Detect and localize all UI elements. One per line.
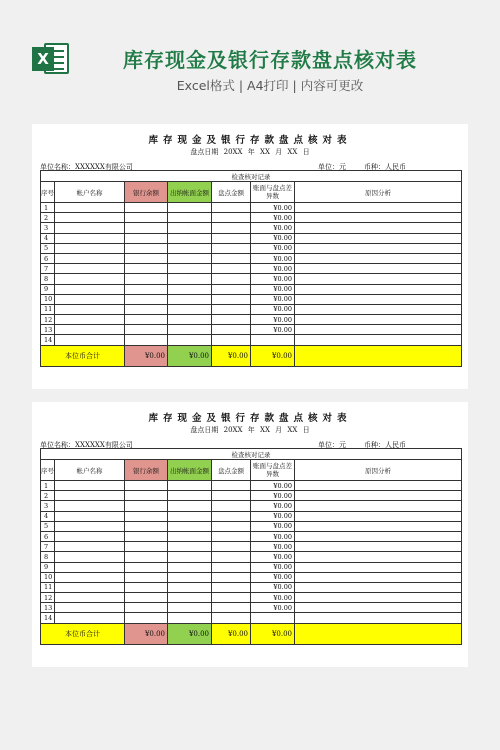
row-seq[interactable]: 8 [41, 274, 55, 284]
row-seq[interactable]: 4 [41, 511, 55, 521]
table-row [41, 593, 462, 603]
table-row [41, 233, 462, 243]
total-bank-balance: ¥0.00 [125, 623, 168, 644]
row-account[interactable] [55, 294, 125, 304]
header-count-amount: 盘点金额 [212, 460, 251, 481]
row-seq[interactable]: 8 [41, 552, 55, 562]
table-row [41, 501, 462, 511]
row-count-amount[interactable] [212, 203, 251, 213]
row-bank-balance[interactable] [125, 542, 168, 552]
table-row [41, 294, 462, 304]
row-difference[interactable]: ¥0.00 [251, 491, 295, 501]
table-row [41, 253, 462, 263]
row-difference[interactable] [251, 613, 295, 623]
header-reason: 原因分析 [295, 460, 462, 481]
row-account[interactable] [55, 325, 125, 335]
row-reason[interactable] [295, 335, 462, 345]
page-subtitle: Excel格式 | A4打印 | 内容可更改 [176, 78, 364, 93]
row-bank-balance[interactable] [125, 603, 168, 613]
row-seq[interactable]: 9 [41, 562, 55, 572]
total-count-amount: ¥0.00 [212, 345, 251, 366]
header-count-amount: 盘点金额 [212, 182, 251, 203]
row-bank-balance[interactable] [125, 325, 168, 335]
row-reason[interactable] [295, 501, 462, 511]
row-account[interactable] [55, 593, 125, 603]
row-count-amount[interactable] [212, 603, 251, 613]
table-row [41, 531, 462, 541]
excel-logo-letter: X [32, 47, 54, 71]
row-difference[interactable]: ¥0.00 [251, 253, 295, 263]
row-reason[interactable] [295, 253, 462, 263]
row-seq[interactable]: 4 [41, 233, 55, 243]
header-seq: 序号 [41, 460, 55, 481]
reconciliation-table [40, 448, 462, 645]
row-account[interactable] [55, 335, 125, 345]
row-cashier-balance[interactable] [168, 613, 212, 623]
unit-label: 单位：元 [318, 163, 346, 171]
row-count-amount[interactable] [212, 223, 251, 233]
row-count-amount[interactable] [212, 253, 251, 263]
row-count-amount[interactable] [212, 304, 251, 314]
row-bank-balance[interactable] [125, 521, 168, 531]
row-seq[interactable]: 7 [41, 542, 55, 552]
row-count-amount[interactable] [212, 562, 251, 572]
row-reason[interactable] [295, 613, 462, 623]
table-row [41, 521, 462, 531]
total-row [41, 623, 462, 644]
row-account[interactable] [55, 481, 125, 491]
row-count-amount[interactable] [212, 335, 251, 345]
row-bank-balance[interactable] [125, 315, 168, 325]
row-seq[interactable]: 6 [41, 531, 55, 541]
row-reason[interactable] [295, 542, 462, 552]
row-count-amount[interactable] [212, 274, 251, 284]
row-bank-balance[interactable] [125, 335, 168, 345]
row-reason[interactable] [295, 562, 462, 572]
row-count-amount[interactable] [212, 315, 251, 325]
row-account[interactable] [55, 572, 125, 582]
row-account[interactable] [55, 511, 125, 521]
row-account[interactable] [55, 284, 125, 294]
row-account[interactable] [55, 521, 125, 531]
row-cashier-balance[interactable] [168, 593, 212, 603]
row-bank-balance[interactable] [125, 572, 168, 582]
table-row [41, 572, 462, 582]
row-difference[interactable]: ¥0.00 [251, 203, 295, 213]
row-cashier-balance[interactable] [168, 274, 212, 284]
row-cashier-balance[interactable] [168, 521, 212, 531]
sheet-date-line: 盘点日期 20XX 年 XX 月 XX 日 [190, 426, 310, 434]
table-row [41, 481, 462, 491]
row-cashier-balance[interactable] [168, 243, 212, 253]
row-account[interactable] [55, 203, 125, 213]
row-reason[interactable] [295, 304, 462, 314]
total-reason [295, 345, 462, 366]
table-caption: 检查核对记录 [41, 171, 462, 182]
row-cashier-balance[interactable] [168, 325, 212, 335]
row-cashier-balance[interactable] [168, 284, 212, 294]
row-seq[interactable]: 2 [41, 213, 55, 223]
row-count-amount[interactable] [212, 613, 251, 623]
row-cashier-balance[interactable] [168, 294, 212, 304]
row-bank-balance[interactable] [125, 552, 168, 562]
row-reason[interactable] [295, 284, 462, 294]
row-cashier-balance[interactable] [168, 213, 212, 223]
row-seq[interactable]: 1 [41, 481, 55, 491]
row-account[interactable] [55, 501, 125, 511]
row-difference[interactable]: ¥0.00 [251, 213, 295, 223]
row-reason[interactable] [295, 274, 462, 284]
header-account: 帐户名称 [55, 460, 125, 481]
currency-label: 币种：人民币 [364, 441, 406, 449]
row-account[interactable] [55, 552, 125, 562]
row-difference[interactable]: ¥0.00 [251, 481, 295, 491]
row-reason[interactable] [295, 213, 462, 223]
unit-name: 单位名称：XXXXXX有限公司 [40, 441, 133, 449]
row-bank-balance[interactable] [125, 223, 168, 233]
row-seq[interactable]: 3 [41, 223, 55, 233]
row-count-amount[interactable] [212, 542, 251, 552]
row-count-amount[interactable] [212, 284, 251, 294]
row-difference[interactable] [251, 335, 295, 345]
row-cashier-balance[interactable] [168, 203, 212, 213]
table-row [41, 613, 462, 623]
total-row [41, 345, 462, 366]
row-bank-balance[interactable] [125, 304, 168, 314]
row-reason[interactable] [295, 582, 462, 592]
table-row [41, 325, 462, 335]
row-cashier-balance[interactable] [168, 542, 212, 552]
table-row [41, 542, 462, 552]
row-seq[interactable]: 11 [41, 304, 55, 314]
row-cashier-balance[interactable] [168, 491, 212, 501]
row-account[interactable] [55, 531, 125, 541]
row-difference[interactable]: ¥0.00 [251, 552, 295, 562]
row-reason[interactable] [295, 521, 462, 531]
currency-label: 币种：人民币 [364, 163, 406, 171]
total-cashier-balance: ¥0.00 [168, 623, 212, 644]
row-count-amount[interactable] [212, 593, 251, 603]
table-row [41, 264, 462, 274]
row-cashier-balance[interactable] [168, 501, 212, 511]
total-label: 本位币合计 [41, 345, 125, 366]
row-difference[interactable]: ¥0.00 [251, 511, 295, 521]
unit-label: 单位：元 [318, 441, 346, 449]
row-difference[interactable]: ¥0.00 [251, 315, 295, 325]
row-difference[interactable]: ¥0.00 [251, 531, 295, 541]
row-cashier-balance[interactable] [168, 511, 212, 521]
row-bank-balance[interactable] [125, 582, 168, 592]
row-difference[interactable]: ¥0.00 [251, 274, 295, 284]
row-cashier-balance[interactable] [168, 304, 212, 314]
row-cashier-balance[interactable] [168, 531, 212, 541]
row-bank-balance[interactable] [125, 213, 168, 223]
table-row [41, 304, 462, 314]
row-difference[interactable]: ¥0.00 [251, 542, 295, 552]
row-account[interactable] [55, 213, 125, 223]
row-bank-balance[interactable] [125, 264, 168, 274]
row-cashier-balance[interactable] [168, 253, 212, 263]
row-count-amount[interactable] [212, 572, 251, 582]
row-difference[interactable]: ¥0.00 [251, 521, 295, 531]
row-count-amount[interactable] [212, 491, 251, 501]
row-reason[interactable] [295, 593, 462, 603]
row-reason[interactable] [295, 481, 462, 491]
row-account[interactable] [55, 613, 125, 623]
header-cashier-balance: 出纳帐面金额 [168, 182, 212, 203]
table-caption: 检查核对记录 [41, 449, 462, 460]
row-cashier-balance[interactable] [168, 552, 212, 562]
row-difference[interactable]: ¥0.00 [251, 223, 295, 233]
row-bank-balance[interactable] [125, 531, 168, 541]
row-cashier-balance[interactable] [168, 582, 212, 592]
table-row [41, 315, 462, 325]
row-seq[interactable]: 14 [41, 613, 55, 623]
row-difference[interactable]: ¥0.00 [251, 304, 295, 314]
row-cashier-balance[interactable] [168, 315, 212, 325]
page-title: 库存现金及银行存款盘点核对表 [123, 48, 417, 72]
row-account[interactable] [55, 491, 125, 501]
row-account[interactable] [55, 542, 125, 552]
row-difference[interactable]: ¥0.00 [251, 243, 295, 253]
row-bank-balance[interactable] [125, 294, 168, 304]
sheet-date-line: 盘点日期 20XX 年 XX 月 XX 日 [190, 148, 310, 156]
table-row [41, 203, 462, 213]
table-row [41, 274, 462, 284]
row-bank-balance[interactable] [125, 491, 168, 501]
sheet-title: 库存现金及银行存款盘点核对表 [148, 135, 352, 146]
row-seq[interactable]: 1 [41, 203, 55, 213]
row-cashier-balance[interactable] [168, 264, 212, 274]
row-account[interactable] [55, 603, 125, 613]
row-bank-balance[interactable] [125, 243, 168, 253]
row-count-amount[interactable] [212, 294, 251, 304]
page-header [0, 0, 500, 110]
row-difference[interactable]: ¥0.00 [251, 284, 295, 294]
row-account[interactable] [55, 223, 125, 233]
row-account[interactable] [55, 304, 125, 314]
header-cashier-balance: 出纳帐面金额 [168, 460, 212, 481]
row-reason[interactable] [295, 203, 462, 213]
row-seq[interactable]: 2 [41, 491, 55, 501]
row-account[interactable] [55, 243, 125, 253]
excel-logo-icon [32, 42, 70, 76]
total-bank-balance: ¥0.00 [125, 345, 168, 366]
row-bank-balance[interactable] [125, 593, 168, 603]
total-reason [295, 623, 462, 644]
row-difference[interactable]: ¥0.00 [251, 325, 295, 335]
row-account[interactable] [55, 562, 125, 572]
row-bank-balance[interactable] [125, 253, 168, 263]
sheet-title: 库存现金及银行存款盘点核对表 [148, 413, 352, 424]
row-bank-balance[interactable] [125, 274, 168, 284]
table-row [41, 223, 462, 233]
row-seq[interactable]: 13 [41, 603, 55, 613]
row-cashier-balance[interactable] [168, 603, 212, 613]
row-count-amount[interactable] [212, 552, 251, 562]
header-difference: 账面与盘点差异数 [251, 182, 295, 203]
row-seq[interactable]: 12 [41, 315, 55, 325]
row-bank-balance[interactable] [125, 562, 168, 572]
table-row [41, 582, 462, 592]
row-difference[interactable]: ¥0.00 [251, 294, 295, 304]
row-bank-balance[interactable] [125, 501, 168, 511]
row-reason[interactable] [295, 603, 462, 613]
row-reason[interactable] [295, 243, 462, 253]
row-account[interactable] [55, 233, 125, 243]
table-row [41, 243, 462, 253]
table-row [41, 491, 462, 501]
row-difference[interactable]: ¥0.00 [251, 264, 295, 274]
row-account[interactable] [55, 315, 125, 325]
row-cashier-balance[interactable] [168, 335, 212, 345]
row-difference[interactable]: ¥0.00 [251, 572, 295, 582]
row-reason[interactable] [295, 491, 462, 501]
row-count-amount[interactable] [212, 582, 251, 592]
row-seq[interactable]: 13 [41, 325, 55, 335]
row-reason[interactable] [295, 223, 462, 233]
row-count-amount[interactable] [212, 501, 251, 511]
row-reason[interactable] [295, 264, 462, 274]
row-reason[interactable] [295, 294, 462, 304]
row-cashier-balance[interactable] [168, 233, 212, 243]
row-count-amount[interactable] [212, 531, 251, 541]
row-account[interactable] [55, 582, 125, 592]
header-reason: 原因分析 [295, 182, 462, 203]
row-count-amount[interactable] [212, 213, 251, 223]
unit-name: 单位名称：XXXXXX有限公司 [40, 163, 133, 171]
reconciliation-table [40, 170, 462, 367]
row-reason[interactable] [295, 552, 462, 562]
sheet-preview-2 [32, 402, 468, 667]
row-reason[interactable] [295, 233, 462, 243]
row-account[interactable] [55, 264, 125, 274]
row-seq[interactable]: 10 [41, 294, 55, 304]
row-seq[interactable]: 6 [41, 253, 55, 263]
row-count-amount[interactable] [212, 521, 251, 531]
row-seq[interactable]: 5 [41, 521, 55, 531]
row-bank-balance[interactable] [125, 284, 168, 294]
row-count-amount[interactable] [212, 325, 251, 335]
header-seq: 序号 [41, 182, 55, 203]
table-row [41, 213, 462, 223]
table-row [41, 335, 462, 345]
total-label: 本位币合计 [41, 623, 125, 644]
table-row [41, 511, 462, 521]
row-account[interactable] [55, 253, 125, 263]
sheet-preview-1 [32, 124, 468, 389]
row-count-amount[interactable] [212, 264, 251, 274]
row-count-amount[interactable] [212, 481, 251, 491]
row-count-amount[interactable] [212, 233, 251, 243]
row-seq[interactable]: 14 [41, 335, 55, 345]
row-reason[interactable] [295, 325, 462, 335]
total-difference: ¥0.00 [251, 623, 295, 644]
row-cashier-balance[interactable] [168, 481, 212, 491]
table-row [41, 603, 462, 613]
total-count-amount: ¥0.00 [212, 623, 251, 644]
table-row [41, 552, 462, 562]
row-difference[interactable]: ¥0.00 [251, 233, 295, 243]
row-bank-balance[interactable] [125, 233, 168, 243]
row-seq[interactable]: 5 [41, 243, 55, 253]
row-seq[interactable]: 12 [41, 593, 55, 603]
total-cashier-balance: ¥0.00 [168, 345, 212, 366]
table-row [41, 284, 462, 294]
row-cashier-balance[interactable] [168, 572, 212, 582]
row-difference[interactable]: ¥0.00 [251, 501, 295, 511]
row-seq[interactable]: 10 [41, 572, 55, 582]
row-cashier-balance[interactable] [168, 562, 212, 572]
table-row [41, 562, 462, 572]
header-difference: 账面与盘点差异数 [251, 460, 295, 481]
row-reason[interactable] [295, 511, 462, 521]
total-difference: ¥0.00 [251, 345, 295, 366]
row-count-amount[interactable] [212, 243, 251, 253]
row-cashier-balance[interactable] [168, 223, 212, 233]
header-account: 帐户名称 [55, 182, 125, 203]
row-seq[interactable]: 9 [41, 284, 55, 294]
row-reason[interactable] [295, 572, 462, 582]
row-difference[interactable]: ¥0.00 [251, 603, 295, 613]
row-count-amount[interactable] [212, 511, 251, 521]
row-reason[interactable] [295, 315, 462, 325]
row-seq[interactable]: 7 [41, 264, 55, 274]
header-bank-balance: 银行余额 [125, 460, 168, 481]
row-bank-balance[interactable] [125, 613, 168, 623]
row-bank-balance[interactable] [125, 511, 168, 521]
header-bank-balance: 银行余额 [125, 182, 168, 203]
row-seq[interactable]: 3 [41, 501, 55, 511]
row-seq[interactable]: 11 [41, 582, 55, 592]
row-account[interactable] [55, 274, 125, 284]
row-reason[interactable] [295, 531, 462, 541]
row-bank-balance[interactable] [125, 203, 168, 213]
row-difference[interactable]: ¥0.00 [251, 582, 295, 592]
row-bank-balance[interactable] [125, 481, 168, 491]
row-difference[interactable]: ¥0.00 [251, 562, 295, 572]
row-difference[interactable]: ¥0.00 [251, 593, 295, 603]
